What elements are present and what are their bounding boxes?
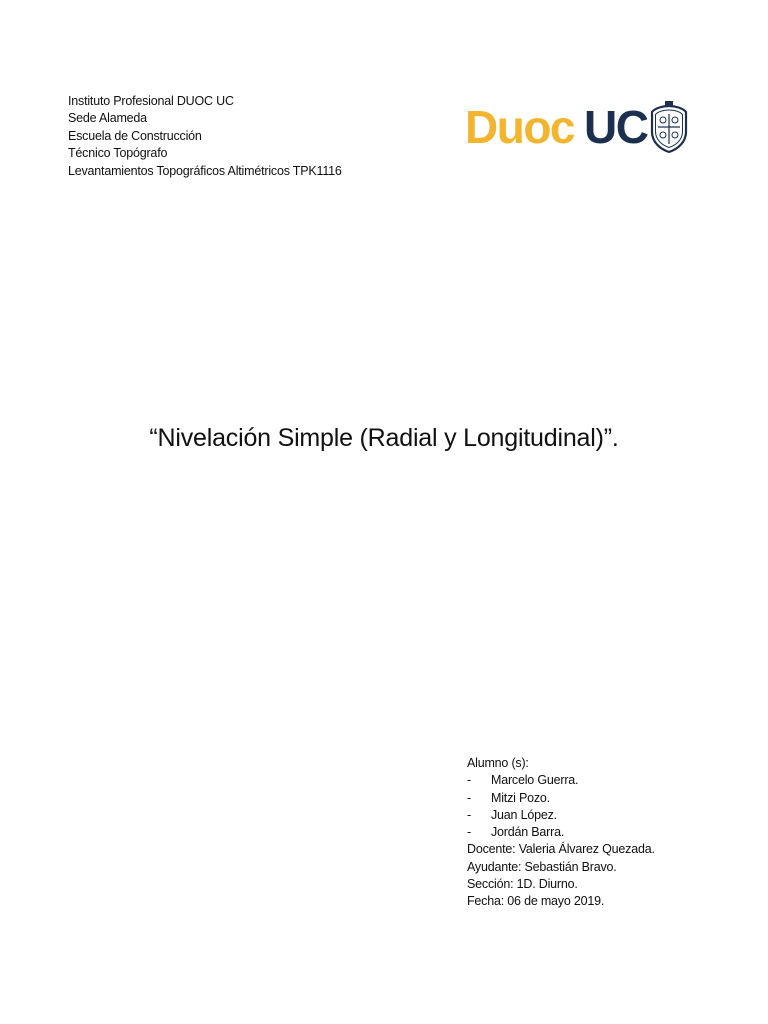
list-bullet: - [467,773,471,788]
list-item [467,772,655,789]
date-line: Fecha: 06 de mayo 2019. [467,894,605,909]
assistant-line: Ayudante: Sebastián Bravo. [467,859,617,874]
student-name: Jordán Barra. [491,825,565,840]
campus-name: Sede Alameda [68,111,147,126]
list-item [467,824,655,841]
university-seal-icon [649,100,689,154]
student-info-block [467,755,655,911]
list-item [467,807,655,824]
list-item [467,790,655,807]
institution-header [68,93,342,180]
school-name: Escuela de Construcción [68,128,202,143]
institution-name: Instituto Profesional DUOC UC [68,94,234,108]
document-title: “Nivelación Simple (Radial y Longitudinal)”. [149,424,619,452]
list-bullet: - [467,825,471,840]
students-label: Alumno (s): [467,756,529,770]
list-bullet: - [467,807,471,822]
duoc-uc-logo [465,98,689,156]
teacher-line: Docente: Valeria Álvarez Quezada. [467,842,655,857]
student-name: Mitzi Pozo. [491,790,550,805]
student-name: Marcelo Guerra. [491,773,579,788]
student-name: Juan López. [491,807,557,822]
logo-text-uc: UC [584,101,648,153]
career-name: Técnico Topógrafo [68,146,168,161]
logo-text-duoc: Duoc [465,101,574,153]
course-name: Levantamientos Topográficos Altimétricos TPK1116 [68,163,342,178]
section-line: Sección: 1D. Diurno. [467,877,578,892]
list-bullet: - [467,790,471,805]
